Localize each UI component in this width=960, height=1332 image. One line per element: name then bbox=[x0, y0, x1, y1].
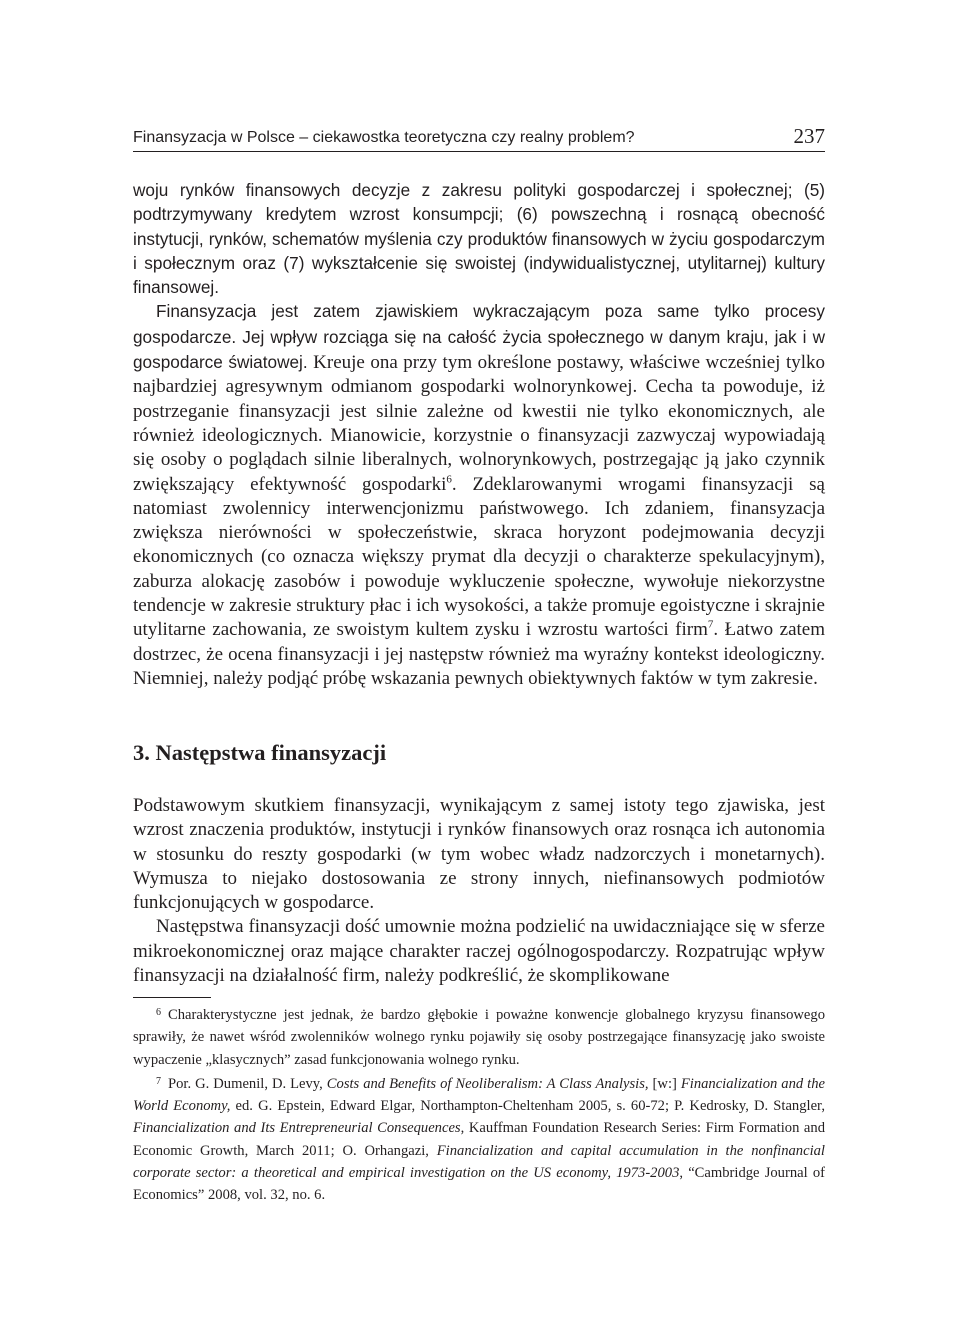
citation-title: Costs and Benefits of Neoliberalism: A Class Analysis, bbox=[326, 1075, 649, 1092]
citation-title: Financialization and Its Entrepreneurial Consequences bbox=[133, 1120, 461, 1137]
footnote-divider bbox=[133, 997, 211, 998]
citation-title: Financialization and capital accumulation in the nonfinancial corporate sector: a theoretical and empirical investigation on the US economy, 1973-2003 bbox=[133, 1142, 825, 1182]
footnote-text: Por. G. Dumenil, D. Levy, bbox=[168, 1075, 327, 1092]
page-number: 237 bbox=[793, 124, 825, 148]
paragraph-segment: Kreuje ona przy tym określone postawy, właściwe wcześniej tylko najbardziej agresywnym odmianom gospodarki wolnorynkowej. Cecha ta powoduje, iż postrzeganie finansyzacji jest silnie zależne od kwestii nie tylko ekonomicznych, ale również ideologicznych. Mianowicie, korzystnie o finansyzacji zazwyczaj wypowiadają się osoby o poglądach silnie liberalnych, wolnorynkowych, postrzegając ją jako czynnik zwiększający efektywność gospodarki bbox=[133, 352, 826, 495]
section-paragraph: Podstawowym skutkiem finansyzacji, wynikającym z samej istoty tego zjawiska, jest wzrost znaczenia produktów, instytucji i rynków finansowych oraz rosnąca ich autonomia w stosunku do reszty gospodarki (w tym wobec władz nadzorczych i monetarnych). Wymusza to niejako dostosowania ze strony innych, niefinansowych podmiotów funkcjonujących w gospodarce. bbox=[133, 795, 825, 914]
footnote-text: , “Cambridge Journal of Economics” 2008, vol. 32, no. 6. bbox=[133, 1165, 825, 1204]
citation-title: Financialization and the World Economy, bbox=[133, 1075, 825, 1115]
footnote-number: 7 bbox=[156, 1075, 161, 1087]
footnotes bbox=[133, 1002, 825, 1207]
section-text bbox=[133, 794, 825, 988]
section-heading: 3. Następstwa finansyzacji bbox=[133, 740, 387, 765]
paragraph-sans-segment: Finansyzacja jest zatem zjawiskiem wykraczającym poza same tylko procesy gospodarcze. Jej wpływ rozciąga się na całość życia społecznego w danym kraju, jak i w gospodarce światowej. bbox=[133, 301, 825, 373]
footnote-6 bbox=[133, 1002, 825, 1071]
footnote-text: ed. G. Epstein, Edward Elgar, Northampton-Cheltenham 2005, s. 60-72; P. Kedrosky, D. Stangler, bbox=[230, 1098, 825, 1115]
paragraph-continuation: woju rynków finansowych decyzje z zakresu polityki gospodarczej i społecznej; (5) podtrzymywany kredytem wzrost konsumpcji; (6) powszechną i rosnącą obecność instytucji, rynków, schematów myślenia czy produktów finansowych w życiu gospodarczym i społecznym oraz (7) wykształcenie się swoistej (indywidualistycznej, utylitarnej) kultury finansowej. bbox=[133, 180, 825, 298]
paragraph-financialization-ideology bbox=[133, 299, 825, 691]
section-paragraph: Następstwa finansyzacji dość umownie można podzielić na uwidaczniające się w sferze mikroekonomicznej oraz mające charakter raczej ogólnogospodarczy. Rozpatrując wpływ finansyzacji na działalność firm, należy podkreślić, że skomplikowane bbox=[133, 916, 825, 987]
body-text bbox=[133, 178, 825, 691]
footnote-text: Charakterystyczne jest jednak, że bardzo głębokie i poważne konwencje globalnego kryzysu finansowego sprawiły, że nawet wśród zwolenników wolnego rynku pojawiły się osoby postrzegające finansyzację jako swoiste wypaczenie „klasycznych” zasad funkcjonowania wolnego rynku. bbox=[133, 1007, 825, 1068]
footnote-number: 6 bbox=[156, 1007, 161, 1018]
footnote-text: , Kauffman Foundation Research Series: Firm Formation and Economic Growth, March 2011; O. Orhangazi, bbox=[133, 1120, 825, 1159]
footnote-ref-6[interactable]: 6 bbox=[446, 473, 452, 486]
paragraph-segment: . Łatwo zatem dostrzec, że ocena finansyzacji i jej następstw również ma wyraźny kontekst ideologiczny. Niemniej, należy podjąć próbę wskazania pewnych obiektywnych faktów w tym zakresie. bbox=[133, 619, 825, 689]
footnote-ref-7[interactable]: 7 bbox=[707, 619, 714, 632]
footnote-text: [w:] bbox=[648, 1075, 681, 1092]
footnote-7 bbox=[133, 1071, 825, 1207]
paragraph-segment: . Zdeklarowanymi wrogami finansyzacji są natomiast zwolennicy interwencjonizmu państwowego. Ich zdaniem, finansyzacja zwiększa nierówności w społeczeństwie, skraca horyzont podejmowania decyzji ekonomicznych (co oznacza większy prymat dla decyzji o charakterze spekulacyjnym), zaburza alokację zasobów i powoduje wykluczenie społeczne, wywołuje niekorzystne tendencje w zakresie struktury płac i ich wysokości, a także promuje egoistyczne i skrajnie utylitarne zachowania, ze swoistym kultem zysku i wzrostu wartości firm bbox=[133, 473, 825, 641]
running-title: Finansyzacja w Polsce – ciekawostka teoretyczna czy realny problem? bbox=[133, 129, 635, 146]
running-header bbox=[133, 125, 825, 152]
